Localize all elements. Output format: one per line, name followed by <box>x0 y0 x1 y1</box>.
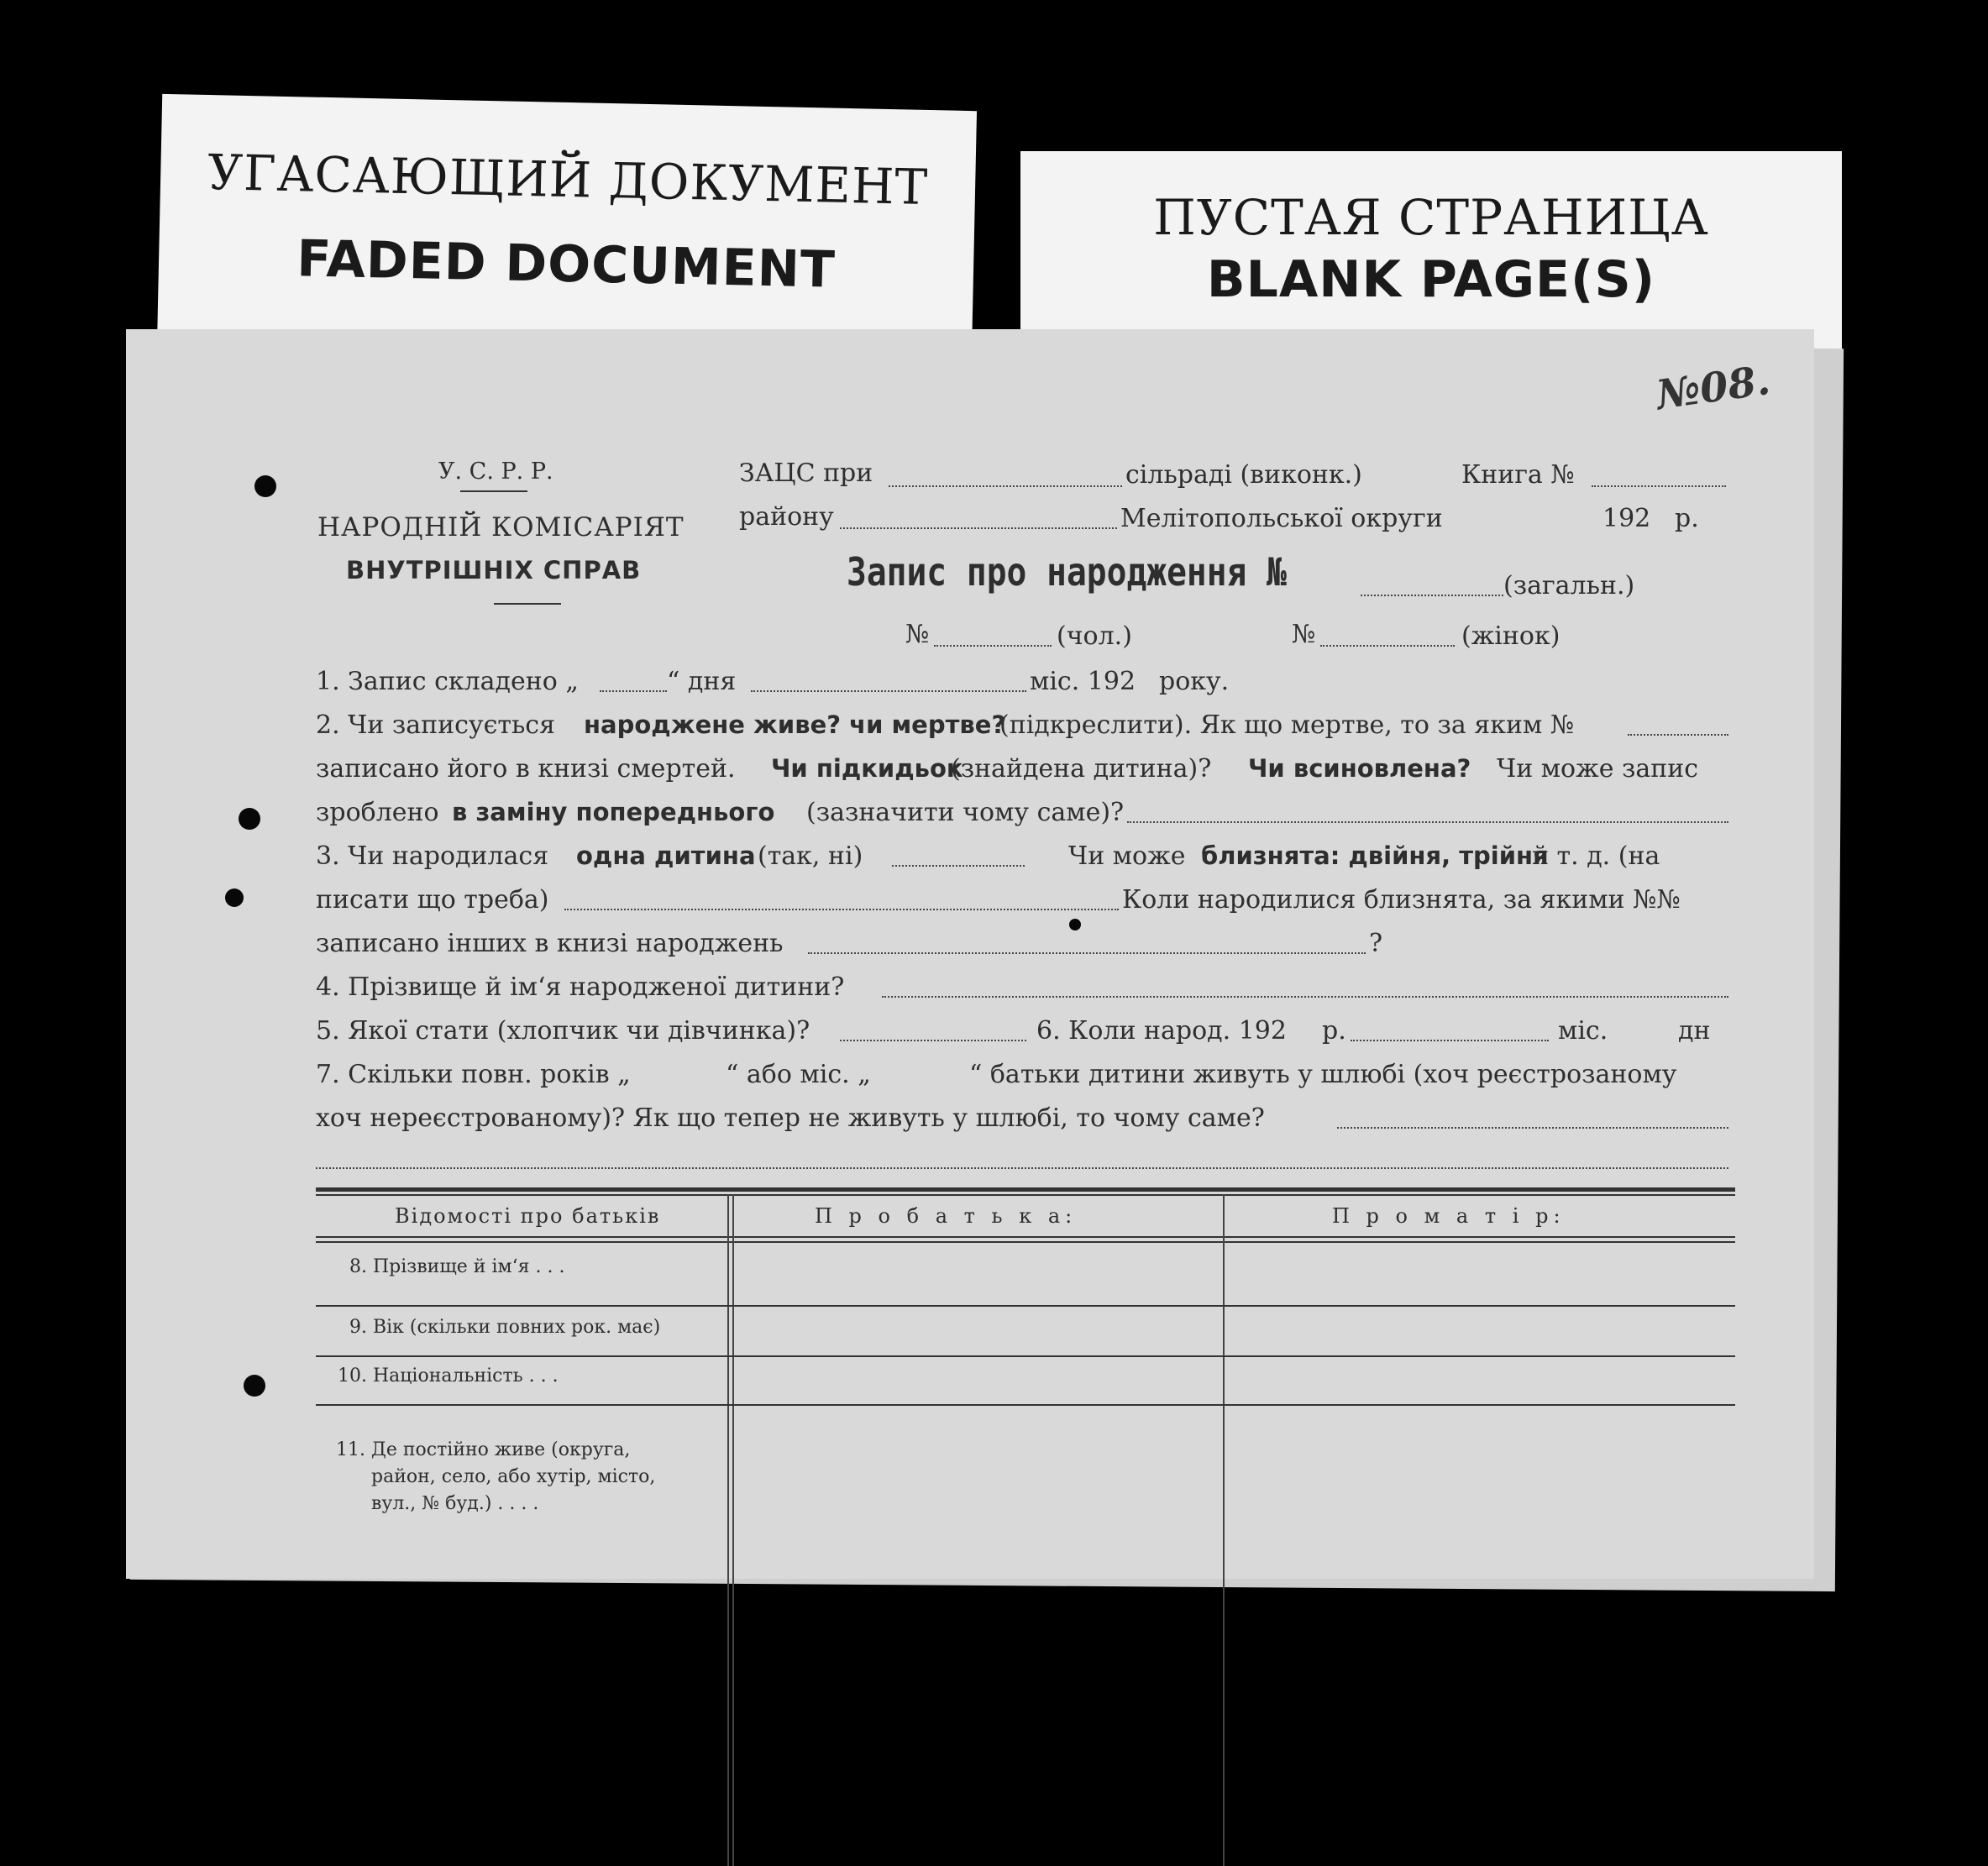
row-nationality-label: 10. Національність . . . <box>338 1365 559 1386</box>
table-header-rule-2 <box>316 1241 1735 1243</box>
raionu-label: району <box>739 502 834 532</box>
q2-found-child: (знайдена дитина)? <box>951 754 1212 784</box>
fill-line <box>600 690 667 692</box>
q3-write: писати що треба) <box>316 885 549 915</box>
q3-others: записано інших в книзі народжень <box>316 929 784 958</box>
zhinok-label: (жінок) <box>1461 621 1561 651</box>
q3-yes-no: (так, ні) <box>758 841 863 871</box>
q3-etc: й т. д. (на <box>1532 841 1660 871</box>
form-title: Запис про народження № <box>847 549 1287 595</box>
q4-label: 4. Прізвище й ім‘я народженої дитини? <box>316 972 845 1002</box>
q7-unregistered: хоч нереєстрованому)? Як що тепер не живуть у шлюбі, то чому саме? <box>316 1103 1265 1133</box>
zags-pri-label: ЗАЦС при <box>739 459 873 488</box>
table-column-divider <box>732 1194 734 1866</box>
q2-foundling: Чи підкидьок <box>771 754 963 783</box>
year-r: р. <box>1675 504 1699 533</box>
handwritten-sheet-number: №08. <box>1653 356 1773 420</box>
punch-hole <box>244 1375 265 1397</box>
fill-line <box>1351 1040 1549 1041</box>
zagaln-label: (загальн.) <box>1503 571 1635 600</box>
q2-alive-dead: народжене живе? чи мертве? <box>584 710 1006 739</box>
fill-line <box>889 485 1122 487</box>
fill-line <box>1320 645 1455 647</box>
row-age-label: 9. Вік (скільки повних рок. має) <box>349 1317 661 1338</box>
table-column-divider <box>727 1194 729 1866</box>
fill-line <box>1628 734 1728 736</box>
q2-reason: (зазначити чому саме)? <box>806 798 1125 827</box>
table-header-mother: П р о м а т і р: <box>1332 1204 1566 1228</box>
q1-month: міс. 192 <box>1030 667 1136 696</box>
faded-document-card <box>157 94 977 363</box>
q1-year: року. <box>1159 667 1230 696</box>
row-residence-cont-2: вул., № буд.) . . . . <box>371 1493 539 1514</box>
internal-affairs-label: ВНУТРІШНІХ СПРАВ <box>346 556 642 584</box>
fill-line <box>934 645 1052 647</box>
punch-hole <box>239 808 260 830</box>
punch-hole <box>225 888 244 907</box>
q3-label: 3. Чи народилася <box>316 841 549 871</box>
q2-death-book: записано його в книзі смертей. <box>316 754 736 784</box>
chol-label: (чол.) <box>1057 621 1132 651</box>
q6-day: дн <box>1678 1016 1711 1046</box>
q1-day: “ дня <box>667 667 737 696</box>
fill-line <box>882 996 1728 998</box>
q6-label: 6. Коли народ. 192 <box>1036 1016 1287 1046</box>
q6-r: р. <box>1322 1016 1346 1046</box>
q7-married: “ батьки дитини живуть у шлюбі (хоч реєстрозаному <box>969 1060 1677 1089</box>
table-column-divider <box>1223 1194 1225 1866</box>
fill-line <box>1337 1127 1728 1129</box>
fill-line <box>564 909 1119 910</box>
punch-hole <box>254 475 276 497</box>
q2-done: зроблено <box>316 798 439 827</box>
blank-page-en: BLANK PAGE(S) <box>1206 250 1656 309</box>
row-name-label: 8. Прізвище й ім‘я . . . <box>349 1256 565 1277</box>
q6-month: міс. <box>1558 1016 1608 1046</box>
no-chol: № <box>905 620 930 649</box>
fill-line <box>316 1167 1728 1169</box>
q3-twins: близнята: двійня, трійня <box>1201 841 1549 870</box>
faded-document-ru: УГАСАЮЩИЙ ДОКУМЕНТ <box>207 144 929 216</box>
divider <box>494 603 561 605</box>
q3-qmark: ? <box>1369 929 1383 958</box>
table-row-rule <box>316 1355 1735 1357</box>
okrugy-label: Мелітопольської округи <box>1120 504 1443 533</box>
fill-line <box>808 952 1366 954</box>
q1-label: 1. Запис складено „ <box>316 667 579 696</box>
fill-line <box>1127 821 1728 823</box>
table-row-rule <box>316 1305 1735 1307</box>
table-top-rule <box>316 1187 1735 1192</box>
ink-dot <box>1069 919 1081 930</box>
commissariat-label: НАРОДНІЙ КОМІСАРІЯТ <box>317 512 685 543</box>
divider <box>460 490 527 492</box>
q7-months: “ або міс. „ <box>726 1060 871 1089</box>
q3-one-child: одна дитина <box>576 841 756 870</box>
fill-line <box>1361 595 1503 596</box>
q3-twins-when: Коли народилися близнята, за якими №№ <box>1122 885 1681 915</box>
row-residence-cont-1: район, село, або хутір, місто, <box>371 1466 656 1487</box>
fill-line <box>840 527 1117 529</box>
faded-document-en: FADED DOCUMENT <box>296 229 837 300</box>
row-residence-label: 11. Де постійно живе (округа, <box>336 1439 631 1460</box>
silradi-label: сільраді (виконк.) <box>1125 460 1362 490</box>
table-row-rule <box>316 1404 1735 1406</box>
birth-record-form <box>126 329 1814 1579</box>
ussr-label: У. С. Р. Р. <box>438 459 553 485</box>
fill-line <box>840 1040 1026 1041</box>
q2-label: 2. Чи записується <box>316 710 556 740</box>
q3-may: Чи може <box>1068 841 1186 871</box>
fill-line <box>751 690 1026 692</box>
q2-replacement: в заміну попереднього <box>452 798 775 826</box>
fill-line <box>1592 485 1726 487</box>
q2-may-record: Чи може запис <box>1497 754 1699 784</box>
fill-line <box>892 865 1025 867</box>
blank-page-ru: ПУСТАЯ СТРАНИЦА <box>1153 189 1709 246</box>
table-header-father: П р о б а т ь к а: <box>815 1204 1078 1228</box>
q2-adopted: Чи всиновлена? <box>1248 754 1471 783</box>
no-zhinok: № <box>1292 620 1316 649</box>
q5-label: 5. Якої стати (хлопчик чи дівчинка)? <box>316 1016 810 1046</box>
kniga-label: Книга № <box>1461 460 1575 490</box>
table-header-parents: Відомості про батьків <box>395 1204 661 1228</box>
q2-death-no: (підкреслити). Як що мертве, то за яким № <box>999 710 1575 740</box>
year-prefix: 192 <box>1602 504 1651 533</box>
q7-label: 7. Скільки повн. років „ <box>316 1060 631 1089</box>
table-header-rule <box>316 1236 1735 1238</box>
table-top-rule-thin <box>316 1194 1735 1196</box>
